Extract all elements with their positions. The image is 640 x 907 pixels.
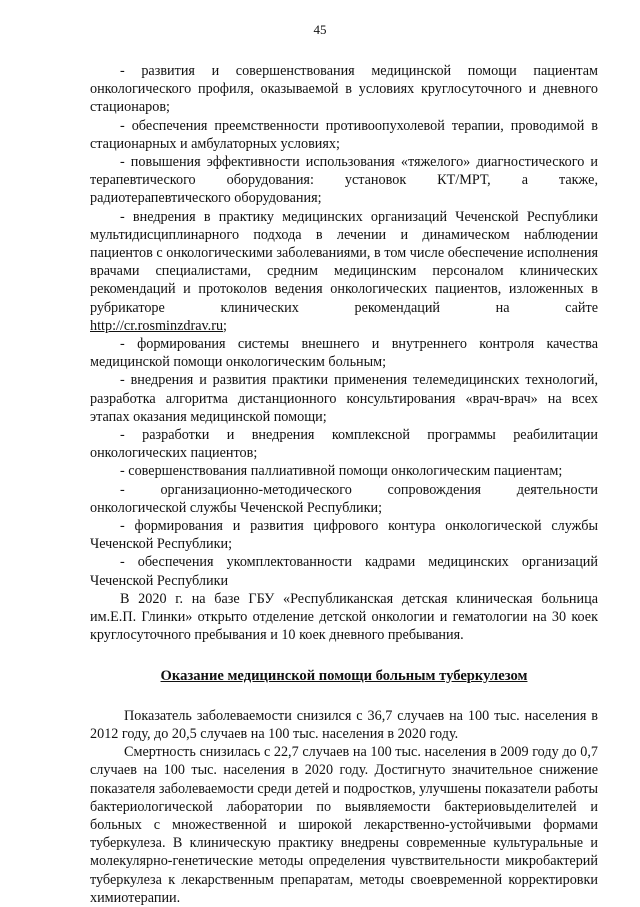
- paragraph: Смертность снизилась с 22,7 случаев на 100 тыс. населения в 2009 году до 0,7 случаев на 100 тыс. населения в 2020 году. Достигнуто значительное снижение показателя заболеваемости среди детей и подростков, улучшены показатели работы бактериологической лаборатории по выявляемости бактериовыделителей и больных с множественной и широкой лекарственно-устойчивыми формами туберкулеза. В клиническую практику внедрены современные культуральные и молекулярно-генетические методы определения чувствительности микробактерий туберкулеза к лекарственным препаратам, методы своевременной корректировки химиотерапии.: [90, 744, 598, 906]
- list-item: [90, 208, 598, 317]
- list-item: - обеспечения преемственности противоопухолевой терапии, проводимой в стационарных и амбулаторных условиях;: [90, 117, 598, 152]
- link-line: [90, 317, 598, 335]
- list-item: - совершенствования паллиативной помощи онкологическим пациентам;: [120, 463, 563, 480]
- list-item: - формирования системы внешнего и внутреннего контроля качества медицинской помощи онкологическим больным;: [90, 336, 598, 371]
- section-heading: Оказание медицинской помощи больным туберкулезом: [160, 667, 528, 684]
- rosminzdrav-link[interactable]: http://cr.rosminzdrav.ru: [90, 317, 224, 334]
- paragraph: Показатель заболеваемости снизился с 36,7 случаев на 100 тыс. населения в 2012 году, до 20,5 случаев на 100 тыс. населения в 2020 году.: [90, 707, 598, 742]
- list-item-text: - внедрения в практику медицинских организаций Чеченской Республики мультидисциплинарного подхода в лечении и динамическом наблюдении пациентов с онкологическими заболеваниями, в том числе обеспечение исполнения врачами специалистами, средним медицинским персоналом клинических рекомендаций и протоколов ведения онкологических пациентов, изложенных в рубрикаторе клинических рекомендаций на сайте: [90, 208, 598, 316]
- list-item: - развития и совершенствования медицинской помощи пациентам онкологического профиля, оказываемой в условиях круглосуточного и дневного стационаров;: [90, 63, 598, 116]
- link-suffix: ;: [223, 317, 227, 334]
- list-item: - внедрения и развития практики применения телемедицинских технологий, разработка алгоритма дистанционного консультирования «врач-врач» на всех этапах оказания медицинской помощи;: [90, 372, 598, 425]
- list-item: - организационно-методического сопровождения деятельности онкологической службы Чеченской Республики;: [90, 481, 598, 516]
- paragraph: В 2020 г. на базе ГБУ «Республиканская детская клиническая больница им.Е.П. Глинки» открыто отделение детской онкологии и гематологии на 30 коек круглосуточного пребывания и 10 коек дневного пребывания.: [90, 590, 598, 644]
- section-body: [90, 707, 598, 907]
- list-item: - разработки и внедрения комплексной программы реабилитации онкологических пациентов;: [90, 427, 598, 462]
- page-content: [90, 62, 598, 907]
- list-item: - формирования и развития цифрового контура онкологической службы Чеченской Республики;: [90, 518, 598, 553]
- page-number: 45: [313, 22, 327, 37]
- list-item: - повышения эффективности использования «тяжелого» диагностического и терапевтического оборудования: установок КТ/МРТ, а также, радиотерапевтического оборудования;: [90, 154, 598, 207]
- list-item: - обеспечения укомплектованности кадрами медицинских организаций Чеченской Республики: [90, 554, 598, 589]
